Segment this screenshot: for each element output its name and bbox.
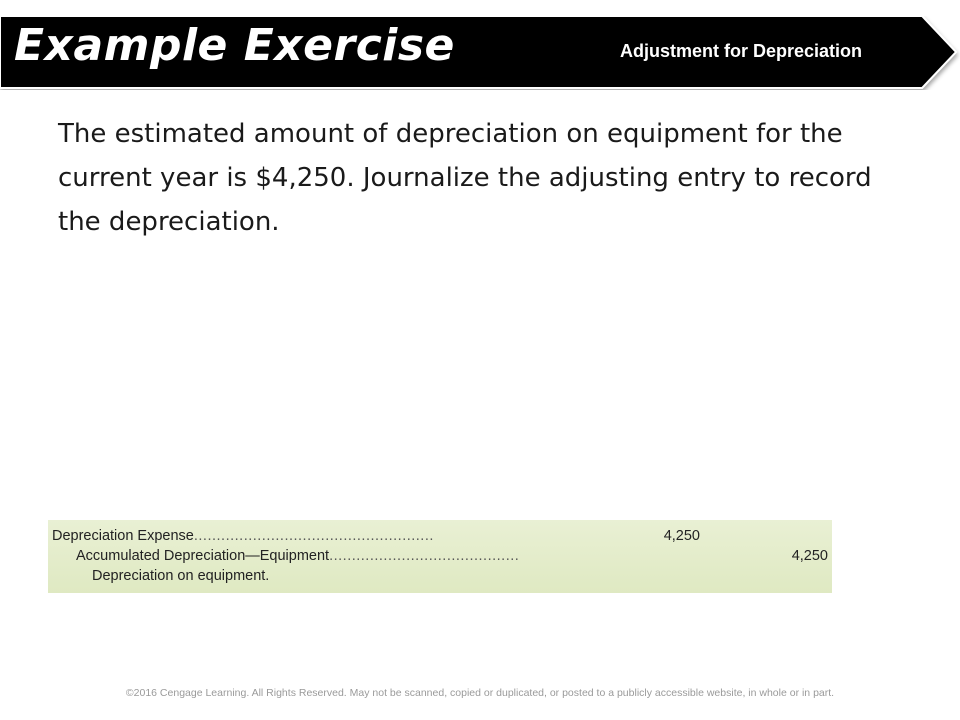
journal-row-explanation bbox=[48, 568, 832, 588]
slide-topic: Adjustment for Depreciation bbox=[620, 41, 863, 61]
question-text: The estimated amount of depreciation on equipment for the current year is $4,250. Journalize the adjusting entry to record the depreciation. bbox=[58, 119, 872, 237]
leader-dots: ..................................................... bbox=[193, 528, 434, 544]
journal-explanation: Depreciation on equipment. bbox=[92, 568, 270, 584]
journal-account: Depreciation Expense bbox=[52, 528, 194, 544]
title-banner bbox=[0, 16, 960, 90]
journal-row-debit bbox=[48, 528, 832, 548]
journal-row-credit bbox=[48, 548, 832, 568]
journal-account: Accumulated Depreciation—Equipment bbox=[76, 548, 330, 564]
leader-dots: .......................................... bbox=[329, 548, 520, 564]
journal-entry bbox=[48, 520, 832, 593]
slide-title: Example Exercise bbox=[14, 20, 455, 71]
journal-debit-amount: 4,250 bbox=[663, 528, 700, 544]
copyright-footer: ©2016 Cengage Learning. All Rights Reserved. May not be scanned, copied or duplicated, or posted to a publicly accessible website, in whole or in part. bbox=[125, 687, 835, 699]
journal-credit-amount: 4,250 bbox=[791, 548, 828, 564]
